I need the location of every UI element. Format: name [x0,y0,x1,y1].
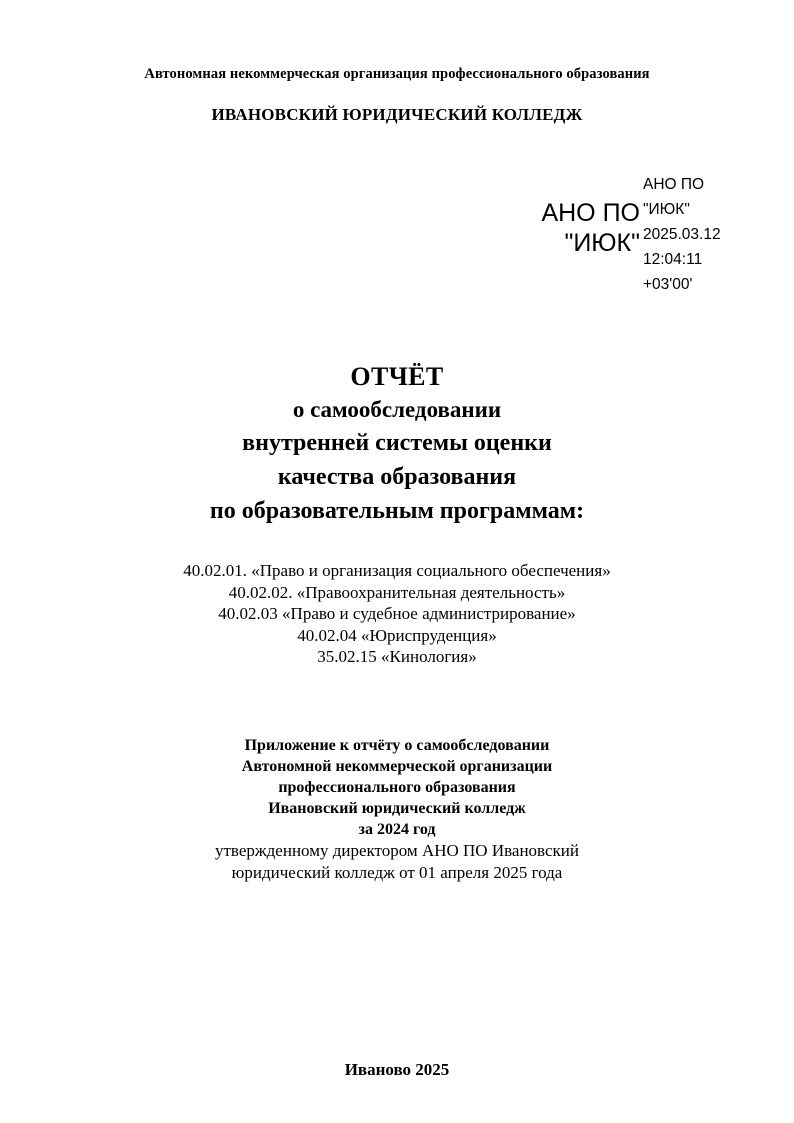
annex-line: Автономной некоммерческой организации [241,758,553,775]
annex-line: юридический колледж от 01 апреля 2025 года [231,863,563,882]
program-item: 35.02.15 «Кинология» [317,647,477,666]
organization-line-1: Автономная некоммерческая организация профессионального образования [144,66,650,82]
title-line-1: ОТЧЁТ [350,362,444,391]
signature-owner-name-line-2: "ИЮК" [564,229,640,257]
program-item: 40.02.02. «Правоохранительная деятельность» [228,582,566,602]
title-line-2: о самообследовании [292,397,502,422]
document-title [0,360,794,528]
signature-detail-line-1: АНО ПО [643,176,705,193]
signature-owner-name [505,198,640,258]
title-line-3: внутренней системы оценки [242,430,552,456]
program-list [0,560,794,668]
digital-signature-stamp [505,172,737,312]
signature-details [643,172,739,297]
document-footer: Иваново 2025 [344,1060,450,1079]
signature-detail-line-5: +03'00' [643,276,693,293]
title-line-5: по образовательным программам: [209,498,585,524]
organization-line-2: ИВАНОВСКИЙ ЮРИДИЧЕСКИЙ КОЛЛЕДЖ [211,105,583,124]
program-item: 40.02.04 «Юриспруденция» [297,625,497,645]
signature-detail-line-3: 2025.03.12 [643,226,721,243]
annex-line: утвержденному директором АНО ПО Ивановский [215,841,579,860]
program-item: 40.02.03 «Право и судебное администрирование» [218,604,576,623]
annex-line: Ивановский юридический колледж [268,800,526,817]
annex-line: профессионального образования [278,779,516,796]
title-line-4: качества образования [277,464,517,490]
annex-line: за 2024 год [358,821,436,838]
program-item: 40.02.01. «Право и организация социального обеспечения» [183,561,611,580]
annex-line: Приложение к отчёту о самообследовании [244,737,550,754]
signature-owner-name-line-1: АНО ПО [541,199,640,227]
organization-header [0,66,794,125]
annex-note [0,735,794,884]
signature-detail-line-2: "ИЮК" [643,201,690,218]
signature-detail-line-4: 12:04:11 [643,251,703,268]
